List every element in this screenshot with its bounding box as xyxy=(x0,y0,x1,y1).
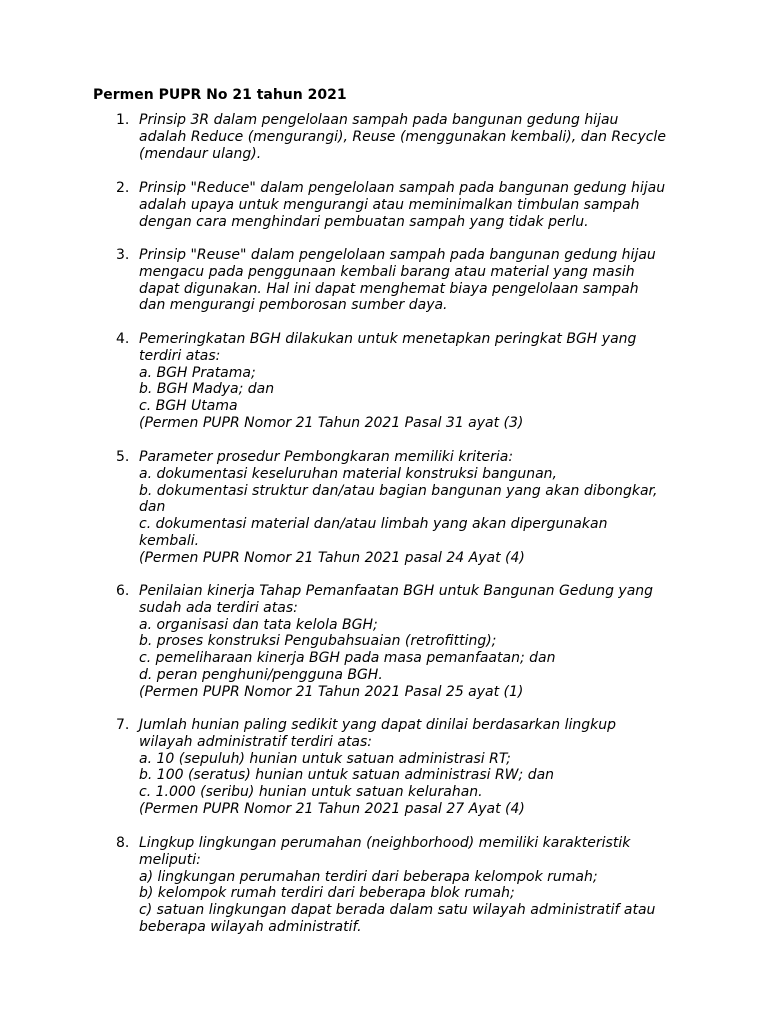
text-line: Lingkup lingkungan perumahan (neighborhood) memiliki karakteristik xyxy=(139,835,631,851)
list-item-number: 2. xyxy=(116,180,130,196)
text-line: Pemeringkatan BGH dilakukan untuk menetapkan peringkat BGH yang xyxy=(139,331,637,347)
list-item-number: 1. xyxy=(116,112,130,128)
list-item-number: 6. xyxy=(116,583,130,599)
text-line: sudah ada terdiri atas: xyxy=(139,599,298,616)
text-line: Parameter prosedur Pembongkaran memiliki kriteria: xyxy=(139,449,514,465)
text-line: Prinsip "Reuse" dalam pengelolaan sampah pada bangunan gedung hijau xyxy=(139,247,656,263)
text-line: c. 1.000 (seribu) hunian untuk satuan kelurahan. xyxy=(139,784,483,801)
text-line: b. dokumentasi struktur dan/atau bagian bangunan yang akan dibongkar, xyxy=(139,482,658,499)
text-line: (Permen PUPR Nomor 21 Tahun 2021 Pasal 25 ayat (1) xyxy=(139,683,524,700)
text-line: mengacu pada penggunaan kembali barang atau material yang masih xyxy=(139,263,635,280)
text-line: adalah Reduce (mengurangi), Reuse (menggunakan kembali), dan Recycle xyxy=(139,128,666,145)
text-line: a) lingkungan perumahan terdiri dari beberapa kelompok rumah; xyxy=(139,868,598,885)
text-line: b. 100 (seratus) hunian untuk satuan administrasi RW; dan xyxy=(139,767,555,784)
text-line: b) kelompok rumah terdiri dari beberapa blok rumah; xyxy=(139,885,515,902)
list-item-text xyxy=(139,835,684,936)
text-line: wilayah administratif terdiri atas: xyxy=(139,733,373,750)
text-line: a. organisasi dan tata kelola BGH; xyxy=(139,616,378,633)
text-line: (mendaur ulang). xyxy=(139,145,262,162)
list-item-text xyxy=(139,449,684,567)
text-line: (Permen PUPR Nomor 21 Tahun 2021 pasal 24 Ayat (4) xyxy=(139,549,525,566)
text-line: c. pemeliharaan kinerja BGH pada masa pemanfaatan; dan xyxy=(139,650,556,667)
text-line: dan mengurangi pemborosan sumber daya. xyxy=(139,297,448,314)
text-line: Prinsip 3R dalam pengelolaan sampah pada bangunan gedung hijau xyxy=(139,112,619,128)
text-line: dapat digunakan. Hal ini dapat menghemat biaya pengelolaan sampah xyxy=(139,280,639,297)
text-line: Prinsip "Reduce" dalam pengelolaan sampah pada bangunan gedung hijau xyxy=(139,180,666,196)
list-item-text xyxy=(139,717,684,818)
list-item-text xyxy=(139,331,684,432)
text-line: d. peran penghuni/pengguna BGH. xyxy=(139,666,383,683)
document-title: Permen PUPR No 21 tahun 2021 xyxy=(93,87,347,103)
list-item-text xyxy=(139,180,684,230)
text-line: a. 10 (sepuluh) hunian untuk satuan administrasi RT; xyxy=(139,750,511,767)
text-line: dengan cara menghindari pembuatan sampah yang tidak perlu. xyxy=(139,213,589,230)
list-item-number: 5. xyxy=(116,449,130,465)
text-line: b. BGH Madya; dan xyxy=(139,381,275,398)
text-line: c. dokumentasi material dan/atau limbah yang akan dipergunakan xyxy=(139,516,608,533)
list-item-text xyxy=(139,583,684,701)
text-line: Penilaian kinerja Tahap Pemanfaatan BGH untuk Bangunan Gedung yang xyxy=(139,583,654,599)
list-item-number: 4. xyxy=(116,331,130,347)
text-line: c. BGH Utama xyxy=(139,398,238,415)
text-line: c) satuan lingkungan dapat berada dalam satu wilayah administratif atau xyxy=(139,902,656,919)
text-line: a. BGH Pratama; xyxy=(139,364,256,381)
text-line: b. proses konstruksi Pengubahsuaian (retrofitting); xyxy=(139,633,497,650)
list-item-number: 8. xyxy=(116,835,130,851)
list-item-number: 3. xyxy=(116,247,130,263)
list-item-text xyxy=(139,247,684,314)
text-line: a. dokumentasi keseluruhan material konstruksi bangunan, xyxy=(139,465,557,482)
text-line: beberapa wilayah administratif. xyxy=(139,918,362,935)
text-line: adalah upaya untuk mengurangi atau meminimalkan timbulan sampah xyxy=(139,196,640,213)
text-line: terdiri atas: xyxy=(139,347,221,364)
text-line: (Permen PUPR Nomor 21 Tahun 2021 pasal 27 Ayat (4) xyxy=(139,800,525,817)
text-line: (Permen PUPR Nomor 21 Tahun 2021 Pasal 31 ayat (3) xyxy=(139,414,524,431)
text-line: meliputi: xyxy=(139,851,201,868)
text-line: dan xyxy=(139,499,166,516)
text-line: kembali. xyxy=(139,532,200,549)
list-item-number: 7. xyxy=(116,717,130,733)
list-item-text xyxy=(139,112,684,162)
text-line: Jumlah hunian paling sedikit yang dapat dinilai berdasarkan lingkup xyxy=(139,717,616,733)
